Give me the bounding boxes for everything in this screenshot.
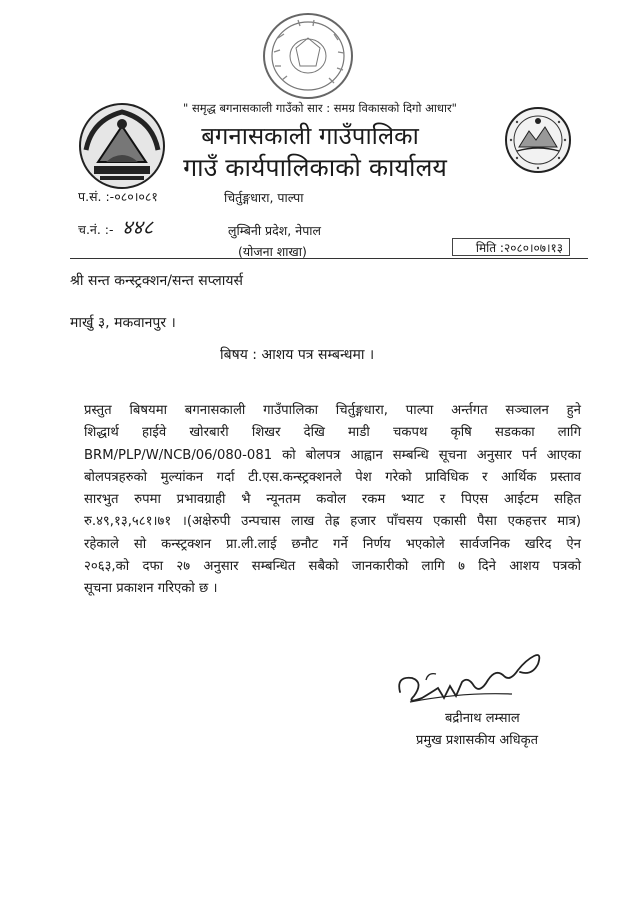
header-divider <box>70 258 588 259</box>
body-line: रु.४९,१३,५८१।७१ ।(अक्षेरुपी उन्पचास लाख तेह्र हजार पाँचसय एकासी पैसा एकहत्तर मात्र) <box>84 514 581 530</box>
subject-line: बिषय : आशय पत्र सम्बन्धमा । <box>220 347 375 363</box>
reference-cn-label: च.नं. :- <box>78 222 114 237</box>
body-line: २०६३,को दफा २७ अनुसार सम्बन्धित सबैको जानकारीको लागि ७ दिने आशय पत्रको <box>84 559 581 575</box>
address-line2: लुम्बिनी प्रदेश, नेपाल <box>228 223 322 238</box>
address-line1: चिर्तुङ्गधारा, पाल्पा <box>224 190 304 205</box>
body-line: शिद्धार्थ हाईवे खोरबारी शिखर देखि माडी चकपथ कृषि सडकका लागि <box>84 425 581 441</box>
municipality-logo-icon <box>503 105 573 175</box>
body-line: बोलपत्रहरुको मुल्यांकन गर्दा टी.एस.कन्स्ट्रक्शनले पेश गरेको प्राविधिक र आर्थिक प्रस्ताव <box>84 469 581 485</box>
letter-body <box>84 400 581 601</box>
addressee-name: श्री सन्त कन्स्ट्रक्शन/सन्त सप्लायर्स <box>70 273 243 289</box>
reference-cn-value: ४४८ <box>122 215 154 239</box>
addressee-place: मार्खु ३, मकवानपुर । <box>70 315 176 331</box>
section-name: (योजना शाखा) <box>238 244 307 259</box>
date-box <box>452 238 570 256</box>
reference-ps: प.सं. :-०८०।०८१ <box>78 189 158 204</box>
signatory-name: बद्रीनाथ लम्साल <box>445 711 520 726</box>
body-line: रहेकाले सो कन्स्ट्रक्शन प्रा.ली.लाई छनौट गर्ने निर्णय भएकोले सार्वजनिक खरिद ऐन <box>84 536 581 552</box>
office-type: गाउँ कार्यपालिकाको कार्यालय <box>183 153 447 182</box>
body-line: प्रस्तुत बिषयमा बगनासकाली गाउँपालिका चिर्तुङ्गधारा, पाल्पा अर्न्तगत सञ्चालन हुने <box>84 403 581 418</box>
date-text: मिति :२०८०।०७।१३ <box>475 240 563 255</box>
body-line: BRM/PLP/W/NCB/06/080-081 को बोलपत्र आह्वान सम्बन्धि सूचना अनुसार पर्न आएका <box>84 447 581 463</box>
signature-icon <box>392 642 552 710</box>
motto-text: " समृद्ध बगनासकाली गाउँको सार : समग्र विकासको दिगो आधार" <box>183 101 457 115</box>
body-line: सूचना प्रकाशन गरिएको छ । <box>84 581 218 597</box>
signatory-title: प्रमुख प्रशासकीय अधिकृत <box>416 733 539 748</box>
office-name: बगनासकाली गाउँपालिका <box>201 122 419 150</box>
round-stamp-icon <box>258 8 358 104</box>
body-line: सारभुत रुपमा प्रभावग्राही भै न्यूनतम कवोल रकम भ्याट र पिएस आईटम सहित <box>84 492 581 508</box>
